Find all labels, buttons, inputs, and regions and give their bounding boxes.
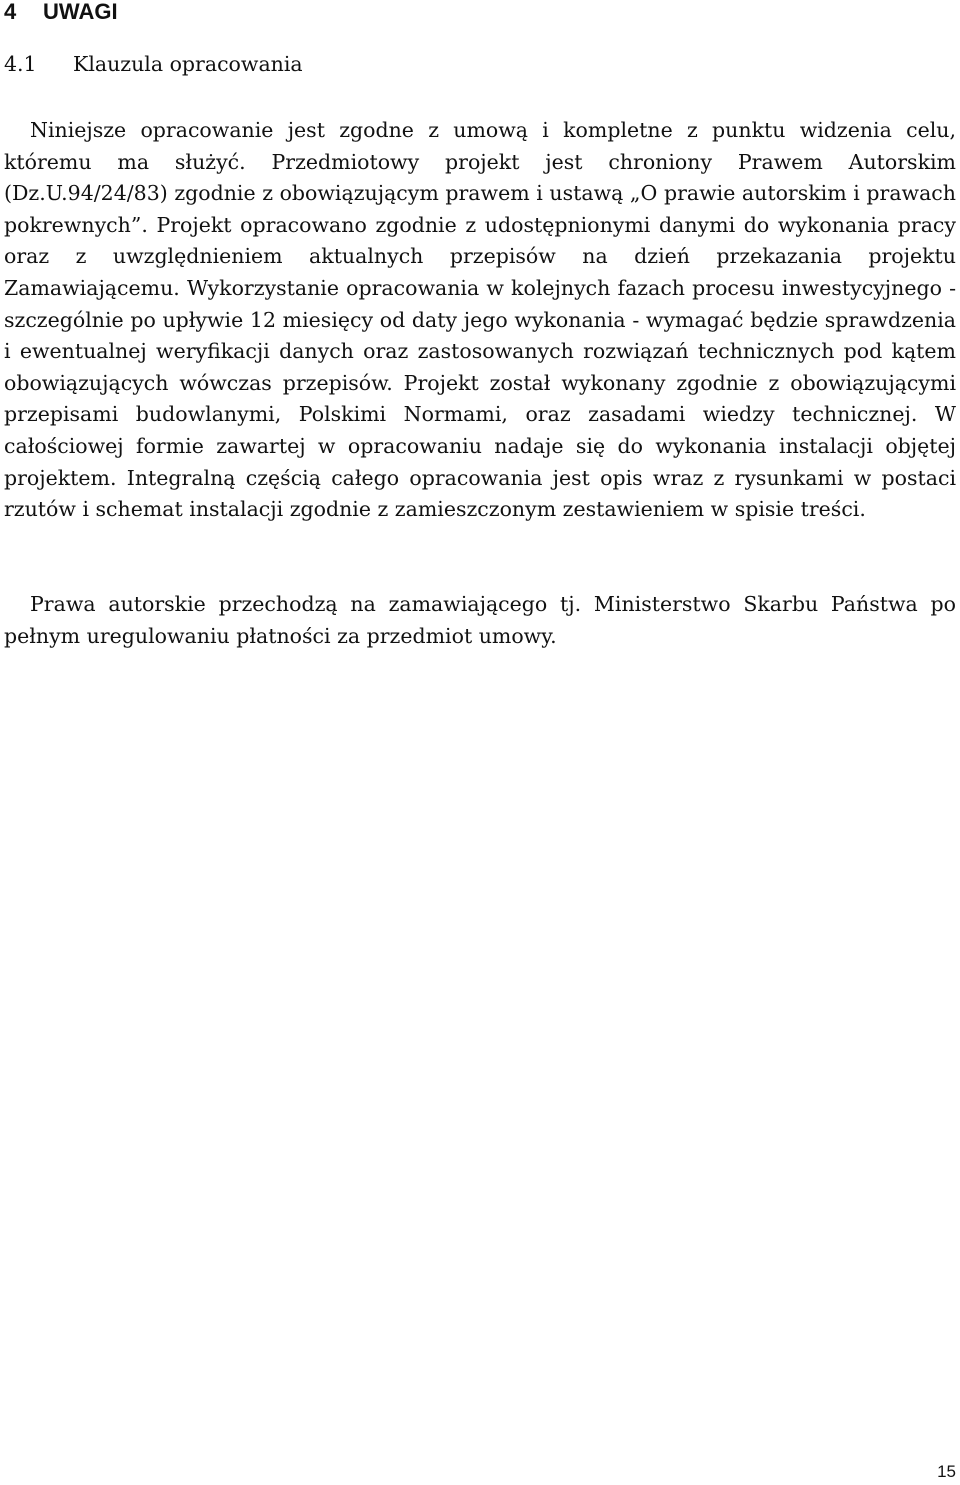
body-paragraph: Niniejsze opracowanie jest zgodne z umową i kompletne z punktu widzenia celu, któremu ma służyć. Przedmiotowy projekt jest chroniony Prawem Autorskim (Dz.U.94/24/83) zgodnie z obowiązującym prawem i ustawą „O prawie autorskim i prawach pokrewnych”. Projekt opracowano zgodnie z udostępnionymi danymi do wykonania pracy oraz z uwzględnieniem aktualnych przepisów na dzień przekazania projektu Zamawiającemu. Wykorzystanie opracowania w kolejnych fazach procesu inwestycyjnego - szczególnie po upływie 12 miesięcy od daty jego wykonania - wymagać będzie sprawdzenia i ewentualnej weryfikacji danych oraz zastosowanych rozwiązań technicznych pod kątem obowiązujących wówczas przepisów. Projekt został wykonany zgodnie z obowiązującymi przepisami budowlanymi, Polskimi Normami, oraz zasadami wiedzy technicznej. W całościowej formie zawartej w opracowaniu nadaje się do wykonania instalacji objętej projektem. Integralną częścią całego opracowania jest opis wraz z rysunkami w postaci rzutów i schemat instalacji zgodnie z zamieszczonym zestawieniem w spisie treści.	[4, 118, 956, 522]
subsection-heading	[4, 50, 303, 78]
page-number: 15	[937, 1462, 956, 1481]
section-heading	[4, 0, 118, 26]
body-paragraph: Prawa autorskie przechodzą na zamawiającego tj. Ministerstwo Skarbu Państwa po pełnym uregulowaniu płatności za przedmiot umowy.	[4, 592, 956, 648]
subsection-number: 4.1	[4, 52, 37, 76]
subsection-title: Klauzula opracowania	[73, 52, 303, 76]
section-title: UWAGI	[43, 0, 118, 24]
section-number: 4	[4, 0, 17, 24]
